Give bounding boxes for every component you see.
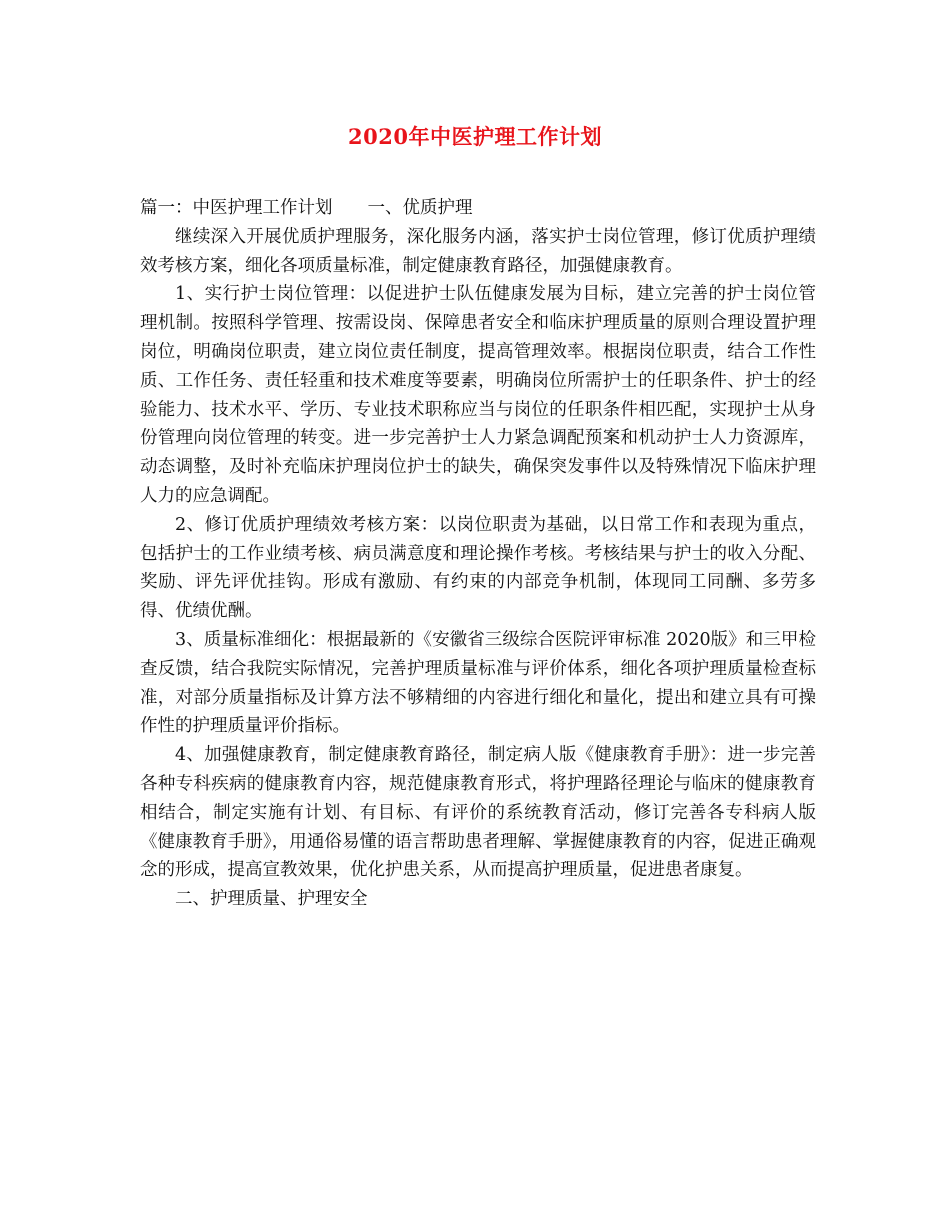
section-heading-2: 二、护理质量、护理安全 xyxy=(175,889,368,910)
paragraph-2: 2、修订优质护理绩效考核方案：以岗位职责为基础，以日常工作和表现为重点，包括护士的工作业绩考核、病员满意度和理论操作考核。考核结果与护士的收入分配、奖励、评先评优挂钩。形成有激励、有约束的内部竞争机制，体现同工同酬、多劳多得、优绩优酬。 xyxy=(140,514,816,622)
paragraph-intro: 继续深入开展优质护理服务，深化服务内涵，落实护士岗位管理，修订优质护理绩效考核方案，细化各项质量标准，制定健康教育路径，加强健康教育。 xyxy=(140,226,816,276)
paragraph-4: 4、加强健康教育，制定健康教育路径，制定病人版《健康教育手册》：进一步完善各种专科疾病的健康教育内容，规范健康教育形式，将护理路径理论与临床的健康教育相结合，制定实施有计划、有目标、有评价的系统教育活动，修订完善各专科病人版《健康教育手册》，用通俗易懂的语言帮助患者理解、掌握健康教育的内容，促进正确观念的形成，提高宣教效果，优化护患关系，从而提高护理质量，促进患者康复。 xyxy=(140,745,816,881)
document-body xyxy=(140,194,816,914)
section-intro: 篇一：中医护理工作计划 一、优质护理 xyxy=(140,198,473,218)
paragraph-3: 3、质量标准细化：根据最新的《安徽省三级综合医院评审标准 2020版》和三甲检查反馈，结合我院实际情况，完善护理质量标准与评价体系，细化各项护理质量检查标准，对部分质量指标及计算方法不够精细的内容进行细化和量化，提出和建立具有可操作性的护理质量评价指标。 xyxy=(140,629,816,737)
document-title: 2020年中医护理工作计划 xyxy=(348,124,602,149)
paragraph-1: 1、实行护士岗位管理：以促进护士队伍健康发展为目标，建立完善的护士岗位管理机制。按照科学管理、按需设岗、保障患者安全和临床护理质量的原则合理设置护理岗位，明确岗位职责，建立岗位责任制度，提高管理效率。根据岗位职责，结合工作性质、工作任务、责任轻重和技术难度等要素，明确岗位所需护士的任职条件、护士的经验能力、技术水平、学历、专业技术职称应当与岗位的任职条件相匹配，实现护士从身份管理向岗位管理的转变。进一步完善护士人力紧急调配预案和机动护士人力资源库，动态调整，及时补充临床护理岗位护士的缺失，确保突发事件以及特殊情况下临床护理人力的应急调配。 xyxy=(140,284,816,506)
